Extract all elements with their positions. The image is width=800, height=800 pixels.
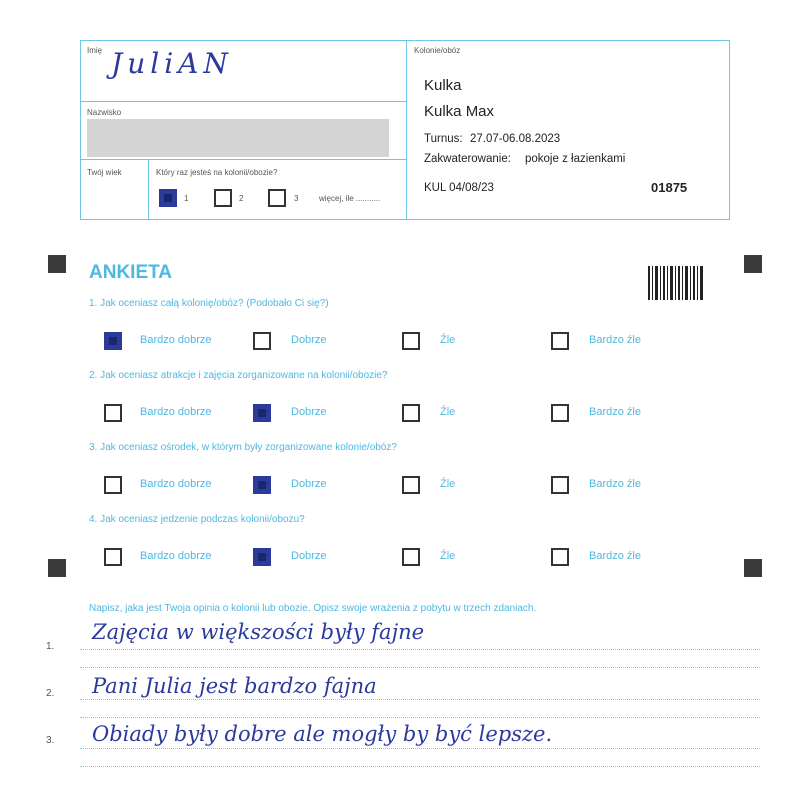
- q2-option-dobrze-checkbox[interactable]: [253, 404, 271, 422]
- dotted-line: [80, 699, 760, 700]
- nazwisko-redacted: [87, 119, 389, 157]
- q3-option-label: Bardzo źle: [589, 478, 641, 490]
- q1-option-bardzo-zle-checkbox[interactable]: [551, 332, 569, 350]
- answer-line-2[interactable]: Pani Julia jest bardzo fajna: [92, 674, 377, 698]
- q4-option-dobrze-checkbox[interactable]: [253, 548, 271, 566]
- opinion-prompt: Napisz, jaka jest Twoja opinia o kolonii lub obozie. Opisz swoje wrażenia z pobytu w trzech zdaniach.: [89, 603, 537, 614]
- q1-option-zle-checkbox[interactable]: [402, 332, 420, 350]
- registration-marker: [744, 255, 762, 273]
- q4-option-bardzo-dobrze-checkbox[interactable]: [104, 548, 122, 566]
- kolonie-label: Kolonie/obóz: [414, 46, 461, 55]
- zakwaterowanie-value: pokoje z łazienkami: [525, 153, 626, 165]
- q3-option-bardzo-zle-checkbox[interactable]: [551, 476, 569, 494]
- q1-option-label: Źle: [440, 334, 456, 346]
- question-1: 1. Jak oceniasz całą kolonię/obóz? (Podobało Ci się?): [89, 298, 329, 309]
- imie-label: Imię: [87, 46, 103, 55]
- camp-code: KUL 04/08/23: [424, 182, 494, 194]
- q4-option-label: Dobrze: [291, 550, 327, 562]
- q1-option-bardzo-dobrze-checkbox[interactable]: [104, 332, 122, 350]
- form-number: 01875: [651, 180, 688, 195]
- q3-option-label: Dobrze: [291, 478, 327, 490]
- question-4: 4. Jak oceniasz jedzenie podczas kolonii/obozu?: [89, 514, 305, 525]
- registration-marker: [48, 559, 66, 577]
- q2-option-label: Bardzo źle: [589, 406, 641, 418]
- dotted-line: [80, 748, 760, 749]
- q3-option-zle-checkbox[interactable]: [402, 476, 420, 494]
- q4-option-label: Źle: [440, 550, 456, 562]
- q4-option-label: Bardzo źle: [589, 550, 641, 562]
- q2-option-label: Bardzo dobrze: [140, 406, 212, 418]
- q1-option-label: Bardzo źle: [589, 334, 641, 346]
- q4-option-bardzo-zle-checkbox[interactable]: [551, 548, 569, 566]
- ktory-raz-checkbox-3[interactable]: [268, 189, 286, 207]
- q1-option-label: Dobrze: [291, 334, 327, 346]
- dotted-line: [80, 649, 760, 650]
- q1-option-label: Bardzo dobrze: [140, 334, 212, 346]
- ktory-raz-label: Który raz jesteś na kolonii/obozie?: [156, 168, 278, 177]
- q3-option-label: Źle: [440, 478, 456, 490]
- ktory-raz-option-2: 2: [239, 194, 244, 203]
- q1-option-dobrze-checkbox[interactable]: [253, 332, 271, 350]
- barcode-icon: [648, 266, 704, 300]
- survey-title: ANKIETA: [89, 262, 173, 283]
- ktory-raz-option-1: 1: [184, 194, 189, 203]
- q4-option-label: Bardzo dobrze: [140, 550, 212, 562]
- q3-option-dobrze-checkbox[interactable]: [253, 476, 271, 494]
- header-box: [80, 40, 730, 220]
- ktory-raz-checkbox-2[interactable]: [214, 189, 232, 207]
- dotted-line: [80, 766, 760, 767]
- q2-option-label: Źle: [440, 406, 456, 418]
- turnus-value: 27.07-06.08.2023: [470, 133, 561, 145]
- answer-line-1[interactable]: Zajęcia w większości były fajne: [92, 620, 425, 644]
- q4-option-zle-checkbox[interactable]: [402, 548, 420, 566]
- answer-number: 3.: [46, 735, 55, 746]
- wiek-label: Twój wiek: [87, 168, 122, 177]
- answer-number: 1.: [46, 641, 55, 652]
- registration-marker: [744, 559, 762, 577]
- registration-marker: [48, 255, 66, 273]
- q2-option-zle-checkbox[interactable]: [402, 404, 420, 422]
- imie-value[interactable]: JuliAN: [111, 47, 233, 80]
- question-2: 2. Jak oceniasz atrakcje i zajęcia zorganizowane na kolonii/obozie?: [89, 370, 388, 381]
- q2-option-bardzo-zle-checkbox[interactable]: [551, 404, 569, 422]
- answer-number: 2.: [46, 688, 55, 699]
- camp-name-1: Kulka: [424, 77, 462, 94]
- q2-option-bardzo-dobrze-checkbox[interactable]: [104, 404, 122, 422]
- camp-name-2: Kulka Max: [424, 103, 495, 120]
- ktory-raz-checkbox-1[interactable]: [159, 189, 177, 207]
- ktory-raz-option-more: więcej, ile ...........: [319, 194, 381, 203]
- ktory-raz-option-3: 3: [294, 194, 299, 203]
- q3-option-label: Bardzo dobrze: [140, 478, 212, 490]
- q3-option-bardzo-dobrze-checkbox[interactable]: [104, 476, 122, 494]
- answer-line-3[interactable]: Obiady były dobre ale mogły by być lepsze.: [92, 722, 553, 746]
- question-3: 3. Jak oceniasz ośrodek, w którym były zorganizowane kolonie/obóz?: [89, 442, 397, 453]
- nazwisko-label: Nazwisko: [87, 108, 122, 117]
- q2-option-label: Dobrze: [291, 406, 327, 418]
- dotted-line: [80, 667, 760, 668]
- zakwaterowanie-label: Zakwaterowanie:: [424, 153, 511, 165]
- turnus-label: Turnus:: [424, 133, 463, 145]
- dotted-line: [80, 717, 760, 718]
